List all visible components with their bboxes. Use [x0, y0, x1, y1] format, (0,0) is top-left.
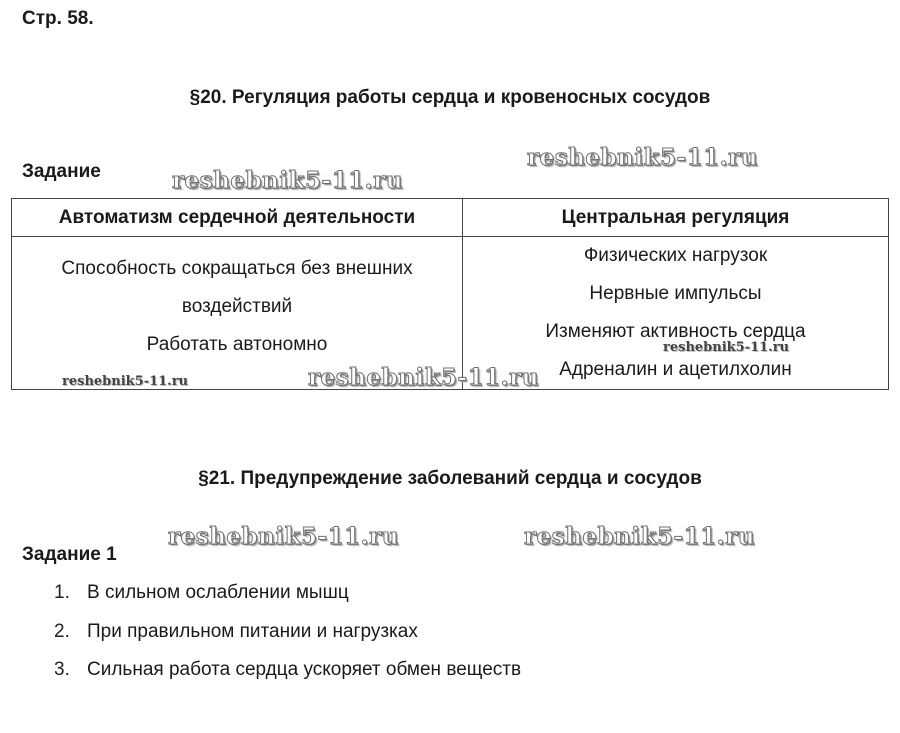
- watermark: reshebnik5-11.ru: [308, 364, 539, 391]
- automatism-cell: [12, 237, 463, 390]
- list-item-number: 2.: [54, 620, 70, 642]
- regulation-table: [11, 198, 889, 390]
- list-item-number: 1.: [54, 582, 70, 603]
- section-21-title: §21. Предупреждение заболеваний сердца и сосудов: [198, 468, 702, 489]
- watermark: reshebnik5-11.ru: [168, 523, 399, 550]
- cell-text-line: Работать автономно: [146, 334, 328, 355]
- cell-text-line: Нервные импульсы: [589, 283, 762, 304]
- list-item-text: Сильная работа сердца ускоряет обмен веществ: [87, 659, 522, 680]
- watermark: reshebnik5-11.ru: [524, 523, 755, 550]
- watermark: reshebnik5-11.ru: [172, 167, 403, 194]
- cell-text-line: Адреналин и ацетилхолин: [559, 359, 792, 380]
- cell-text-line: Физических нагрузок: [583, 245, 768, 266]
- list-item-number: 3.: [54, 659, 70, 680]
- list-item: [54, 574, 521, 613]
- task-label: Задание: [22, 161, 101, 182]
- page-number-label: Стр. 58.: [22, 8, 94, 29]
- header-central-regulation: Центральная регуляция: [463, 199, 889, 237]
- cell-text-line: Способность сокращаться без внешних: [61, 258, 413, 279]
- table-row: [12, 237, 889, 390]
- table-header-row: [12, 199, 889, 237]
- cell-text-line: Изменяют активность сердца: [545, 321, 806, 342]
- list-item: [54, 613, 521, 652]
- section-20-title: §20. Регуляция работы сердца и кровеносных сосудов: [189, 87, 711, 108]
- list-item-text: В сильном ослаблении мышц: [87, 582, 349, 603]
- watermark: reshebnik5-11.ru: [527, 144, 758, 171]
- answer-list: [40, 574, 521, 690]
- watermark: reshebnik5-11.ru: [663, 340, 790, 355]
- central-regulation-cell: [463, 237, 889, 390]
- task-1-label: Задание 1: [22, 544, 117, 565]
- list-item: [54, 651, 522, 690]
- cell-text-line: воздействий: [181, 296, 293, 317]
- watermark: reshebnik5-11.ru: [62, 374, 189, 389]
- header-automatism: Автоматизм сердечной деятельности: [12, 199, 463, 237]
- list-item-text: При правильном питании и нагрузках: [87, 620, 418, 642]
